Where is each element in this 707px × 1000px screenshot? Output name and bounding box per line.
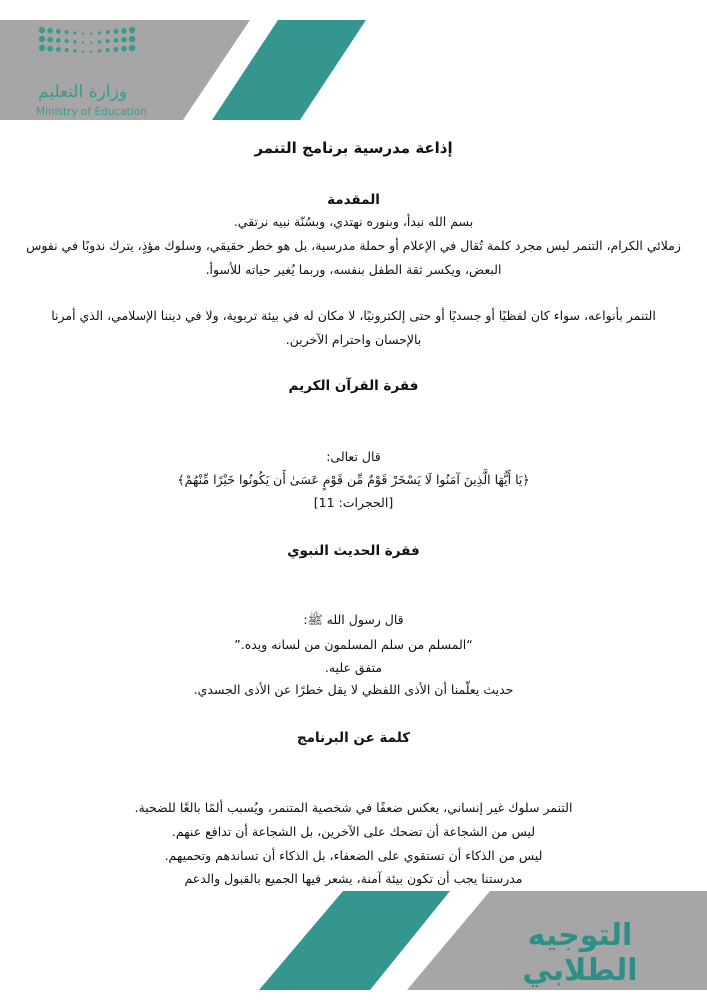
page-title: إذاعة مدرسية برنامج التنمر bbox=[254, 139, 453, 157]
intro-line: التنمر بأنواعه، سواء كان لفظيًا أو جسديًا أو حتى إلكترونيًا، لا مكان له في بيئة تربوية، ولا في ديننا الإسلامي، الذي أمرنا bbox=[51, 308, 656, 323]
intro-line: البعض، ويكسر ثقة الطفل بنفسه، وربما يُغير حياته للأسوأ. bbox=[205, 262, 502, 277]
hadith-heading: فقرة الحديث النبوي bbox=[287, 543, 420, 559]
intro-line: زملائي الكرام، التنمر ليس مجرد كلمة تُقال في الإعلام أو حملة مدرسية، بل هو خطر حقيقي، وسلوك مؤذٍ، يترك ندوبًا في نفوس bbox=[26, 238, 681, 253]
quran-reference: [الحجرات: 11] bbox=[313, 495, 394, 510]
footer-title: التوجيه الطلابي bbox=[522, 918, 638, 988]
hadith-line: “المسلم من سلم المسلمون من لسانه ويده.” bbox=[234, 637, 473, 652]
logo-arabic-text: وزارة التعليم bbox=[38, 82, 127, 102]
program-heading: كلمة عن البرنامج bbox=[296, 730, 411, 746]
logo-english-text: Ministry of Education bbox=[36, 106, 147, 118]
quran-verse: ﴿يَا أَيُّهَا الَّذِينَ آمَنُوا لَا يَسْخَرْ قَوْمٌ مِّن قَوْمٍ عَسَىٰ أَن يَكُونُوا خَيْرًا مِّنْهُمْ﴾ bbox=[177, 472, 530, 487]
program-line: ليس من الشجاعة أن تضحك على الآخرين، بل الشجاعة أن تدافع عنهم. bbox=[171, 824, 536, 839]
program-line: مدرستنا يجب أن تكون بيئة آمنة، يشعر فيها الجميع بالقبول والدعم bbox=[184, 871, 523, 886]
intro-heading: المقدمة bbox=[327, 192, 380, 208]
quran-line: قال تعالى: bbox=[326, 449, 381, 464]
program-line: ليس من الذكاء أن تستقوي على الضعفاء، بل الذكاء أن تساندهم وتحميهم. bbox=[164, 848, 543, 863]
hadith-line: قال رسول الله ﷺ: bbox=[303, 612, 404, 627]
hadith-line: حديث يعلّمنا أن الأذى اللفظي لا يقل خطرًا عن الأذى الجسدي. bbox=[193, 682, 514, 697]
program-line: التنمر سلوك غير إنساني، يعكس ضعفًا في شخصية المتنمر، ويُسبب ألمًا بالغًا للضحية. bbox=[134, 800, 573, 815]
intro-line: بسم الله نبدأ، وبنوره نهتدي، وبسُنّة نبيه نرتقي. bbox=[233, 214, 474, 229]
hadith-line: متفق عليه. bbox=[324, 660, 383, 675]
quran-heading: فقرة القرآن الكريم bbox=[288, 378, 419, 394]
header-gray-band bbox=[0, 20, 250, 120]
intro-line: بالإحسان واحترام الآخرين. bbox=[285, 332, 422, 347]
